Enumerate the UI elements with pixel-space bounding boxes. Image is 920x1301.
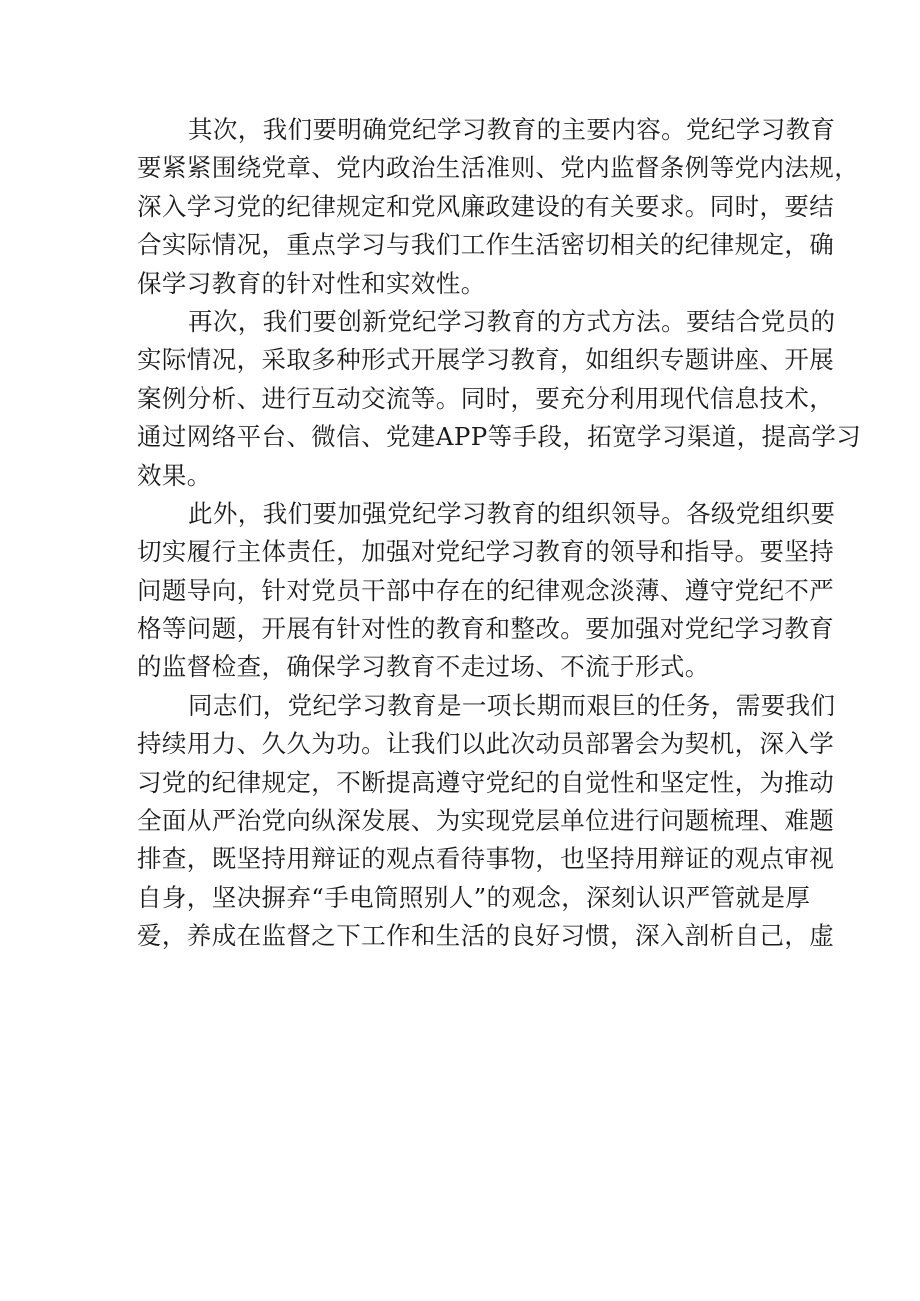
text-line: 要紧紧围绕党章、党内政治生活准则、党内监督条例等党内法规， xyxy=(137,153,860,183)
text-line: 的监督检查，确保学习教育不走过场、不流于形式。 xyxy=(137,652,710,682)
text-line: 合实际情况，重点学习与我们工作生活密切相关的纪律规定，确 xyxy=(137,230,835,260)
text-line: 持续用力、久久为功。让我们以此次动员部署会为契机，深入学 xyxy=(137,729,835,759)
text-line: 排查，既坚持用辩证的观点看待事物，也坚持用辩证的观点审视 xyxy=(137,844,835,874)
paragraph-leadership xyxy=(137,495,836,687)
text-line: 深入学习党的纪律规定和党风廉政建设的有关要求。同时，要结 xyxy=(137,191,835,221)
text-line: 爱，养成在监督之下工作和生活的良好习惯，深入剖析自己，虚 xyxy=(137,921,835,951)
text-line: 切实履行主体责任，加强对党纪学习教育的领导和指导。要坚持 xyxy=(137,537,835,567)
text-line: 通过网络平台、微信、党建APP等手段，拓宽学习渠道，提高学习 xyxy=(137,422,862,452)
text-line: 此外，我们要加强党纪学习教育的组织领导。各级党组织要 xyxy=(188,498,836,528)
paragraph-main-content xyxy=(137,111,860,303)
document-body xyxy=(137,111,862,956)
text-line: 其次，我们要明确党纪学习教育的主要内容。党纪学习教育 xyxy=(188,115,836,144)
text-line: 格等问题，开展有针对性的教育和整改。要加强对党纪学习教育 xyxy=(137,614,835,644)
text-line: 再次，我们要创新党纪学习教育的方式方法。要结合党员的 xyxy=(188,306,836,336)
text-line: 保学习教育的针对性和实效性。 xyxy=(137,268,486,298)
text-line: 全面从严治党向纵深发展、为实现党层单位进行问题梳理、难题 xyxy=(137,806,835,836)
text-line: 效果。 xyxy=(137,460,212,490)
paragraph-methods xyxy=(137,303,862,495)
paragraph-conclusion xyxy=(137,687,836,956)
text-line: 自身，坚决摒弃“手电筒照别人”的观念，深刻认识严管就是厚 xyxy=(137,882,811,912)
text-line: 习党的纪律规定，不断提高遵守党纪的自觉性和坚定性，为推动 xyxy=(137,767,835,797)
text-line: 案例分析、进行互动交流等。同时，要充分利用现代信息技术， xyxy=(137,383,835,413)
text-line: 问题导向，针对党员干部中存在的纪律观念淡薄、遵守党纪不严 xyxy=(137,575,835,605)
text-line: 实际情况，采取多种形式开展学习教育，如组织专题讲座、开展 xyxy=(137,345,835,375)
text-line: 同志们，党纪学习教育是一项长期而艰巨的任务，需要我们 xyxy=(188,690,836,720)
